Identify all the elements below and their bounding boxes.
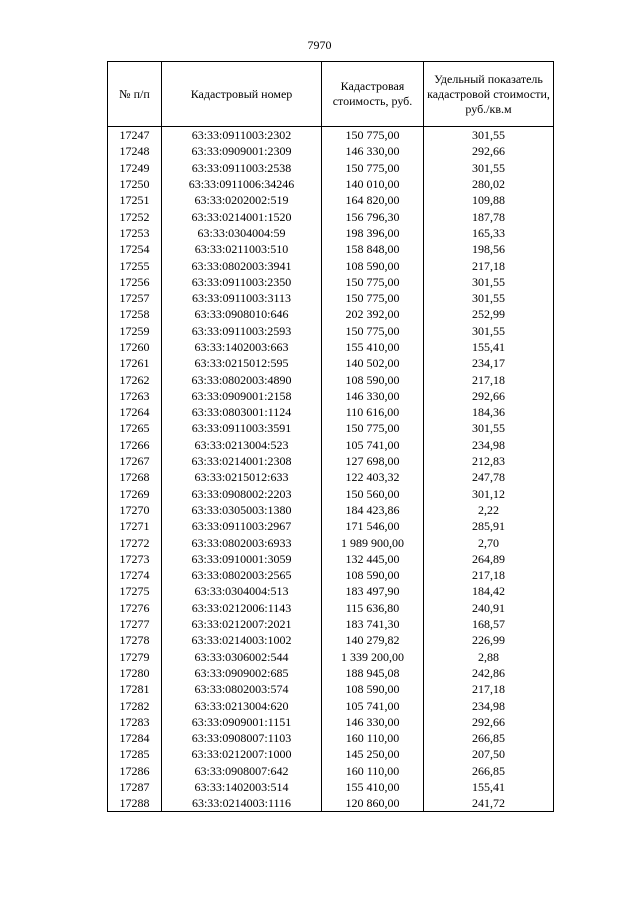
cell-specific-indicator: 241,72 — [424, 795, 554, 812]
cell-cadastral-value: 155 410,00 — [322, 339, 424, 355]
table-row — [108, 518, 554, 534]
table-row — [108, 290, 554, 306]
cell-cadastral-number: 63:33:0215012:595 — [162, 355, 322, 371]
cell-row-number: 17250 — [108, 176, 162, 192]
table-row — [108, 714, 554, 730]
header-cadastral-value-label: Кадастровая стоимость, руб. — [332, 79, 413, 108]
cell-row-number: 17273 — [108, 551, 162, 567]
cadastral-value-table — [107, 61, 554, 812]
cell-row-number: 17267 — [108, 453, 162, 469]
cell-specific-indicator: 280,02 — [424, 176, 554, 192]
header-cadastral-number — [162, 62, 322, 127]
cell-cadastral-value: 145 250,00 — [322, 746, 424, 762]
cell-cadastral-number: 63:33:0909002:685 — [162, 665, 322, 681]
cell-cadastral-value: 150 775,00 — [322, 274, 424, 290]
cell-cadastral-value: 158 848,00 — [322, 241, 424, 257]
cell-row-number: 17251 — [108, 192, 162, 208]
cell-cadastral-value: 184 423,86 — [322, 502, 424, 518]
cell-row-number: 17274 — [108, 567, 162, 583]
cell-specific-indicator: 301,55 — [424, 160, 554, 176]
cell-row-number: 17284 — [108, 730, 162, 746]
cell-specific-indicator: 242,86 — [424, 665, 554, 681]
cell-cadastral-value: 120 860,00 — [322, 795, 424, 812]
cell-row-number: 17249 — [108, 160, 162, 176]
cell-cadastral-value: 1 339 200,00 — [322, 649, 424, 665]
cell-row-number: 17269 — [108, 486, 162, 502]
table-body — [108, 127, 554, 812]
table-row — [108, 551, 554, 567]
cell-cadastral-value: 155 410,00 — [322, 779, 424, 795]
cell-cadastral-number: 63:33:0214001:2308 — [162, 453, 322, 469]
cell-cadastral-value: 198 396,00 — [322, 225, 424, 241]
cell-cadastral-number: 63:33:0802003:574 — [162, 681, 322, 697]
cell-cadastral-value: 108 590,00 — [322, 257, 424, 273]
table-row — [108, 763, 554, 779]
cell-row-number: 17262 — [108, 371, 162, 387]
table-row — [108, 616, 554, 632]
cell-cadastral-value: 108 590,00 — [322, 567, 424, 583]
table-row — [108, 323, 554, 339]
table-row — [108, 795, 554, 812]
cell-cadastral-value: 202 392,00 — [322, 306, 424, 322]
cell-specific-indicator: 266,85 — [424, 763, 554, 779]
cell-cadastral-number: 63:33:0911003:2967 — [162, 518, 322, 534]
table-row — [108, 225, 554, 241]
cell-cadastral-value: 110 616,00 — [322, 404, 424, 420]
header-cadastral-value — [322, 62, 424, 127]
cell-row-number: 17287 — [108, 779, 162, 795]
table-header-row — [108, 62, 554, 127]
cell-specific-indicator: 285,91 — [424, 518, 554, 534]
table-row — [108, 681, 554, 697]
cell-row-number: 17264 — [108, 404, 162, 420]
cell-specific-indicator: 240,91 — [424, 600, 554, 616]
cell-cadastral-number: 63:33:0215012:633 — [162, 469, 322, 485]
cell-row-number: 17261 — [108, 355, 162, 371]
cell-row-number: 17248 — [108, 143, 162, 159]
cell-specific-indicator: 247,78 — [424, 469, 554, 485]
cell-cadastral-number: 63:33:0213004:620 — [162, 697, 322, 713]
cell-cadastral-number: 63:33:0911006:34246 — [162, 176, 322, 192]
cell-specific-indicator: 2,22 — [424, 502, 554, 518]
header-row-number — [108, 62, 162, 127]
table-row — [108, 339, 554, 355]
cell-cadastral-number: 63:33:0202002:519 — [162, 192, 322, 208]
cell-cadastral-value: 171 546,00 — [322, 518, 424, 534]
cell-specific-indicator: 292,66 — [424, 388, 554, 404]
table-row — [108, 208, 554, 224]
cell-row-number: 17252 — [108, 208, 162, 224]
cell-cadastral-number: 63:33:0306002:544 — [162, 649, 322, 665]
table-row — [108, 649, 554, 665]
cell-cadastral-value: 150 775,00 — [322, 323, 424, 339]
cell-specific-indicator: 155,41 — [424, 779, 554, 795]
cell-row-number: 17247 — [108, 127, 162, 144]
cell-cadastral-value: 1 989 900,00 — [322, 534, 424, 550]
table-row — [108, 355, 554, 371]
header-specific-indicator — [424, 62, 554, 127]
cell-cadastral-number: 63:33:0908007:642 — [162, 763, 322, 779]
cell-cadastral-number: 63:33:0304004:513 — [162, 583, 322, 599]
cell-cadastral-value: 105 741,00 — [322, 697, 424, 713]
cell-row-number: 17278 — [108, 632, 162, 648]
cell-specific-indicator: 301,55 — [424, 420, 554, 436]
cell-cadastral-number: 63:33:0909001:1151 — [162, 714, 322, 730]
cell-cadastral-number: 63:33:0803001:1124 — [162, 404, 322, 420]
cell-specific-indicator: 2,70 — [424, 534, 554, 550]
cell-specific-indicator: 264,89 — [424, 551, 554, 567]
cell-specific-indicator: 165,33 — [424, 225, 554, 241]
cell-specific-indicator: 184,36 — [424, 404, 554, 420]
cell-cadastral-value: 156 796,30 — [322, 208, 424, 224]
table-row — [108, 143, 554, 159]
cell-cadastral-value: 140 279,82 — [322, 632, 424, 648]
cell-specific-indicator: 217,18 — [424, 257, 554, 273]
cell-cadastral-value: 140 010,00 — [322, 176, 424, 192]
cell-cadastral-number: 63:33:0214003:1116 — [162, 795, 322, 812]
cell-row-number: 17268 — [108, 469, 162, 485]
cell-row-number: 17277 — [108, 616, 162, 632]
cell-specific-indicator: 292,66 — [424, 714, 554, 730]
cell-specific-indicator: 292,66 — [424, 143, 554, 159]
page-number: 7970 — [307, 38, 332, 52]
header-specific-indicator-label: Удельный показатель кадастровой стоимости, руб./кв.м — [427, 71, 550, 116]
cell-cadastral-value: 150 775,00 — [322, 420, 424, 436]
cell-cadastral-value: 122 403,32 — [322, 469, 424, 485]
cell-cadastral-number: 63:33:0213004:523 — [162, 437, 322, 453]
table-row — [108, 274, 554, 290]
cell-cadastral-number: 63:33:0911003:2302 — [162, 127, 322, 144]
table-row — [108, 567, 554, 583]
table-row — [108, 600, 554, 616]
cell-row-number: 17276 — [108, 600, 162, 616]
cell-specific-indicator: 301,55 — [424, 323, 554, 339]
table-row — [108, 420, 554, 436]
cell-row-number: 17265 — [108, 420, 162, 436]
cell-cadastral-value: 108 590,00 — [322, 681, 424, 697]
cell-cadastral-value: 183 741,30 — [322, 616, 424, 632]
cell-specific-indicator: 234,98 — [424, 697, 554, 713]
cell-row-number: 17271 — [108, 518, 162, 534]
cell-row-number: 17256 — [108, 274, 162, 290]
table-row — [108, 730, 554, 746]
cell-specific-indicator: 301,55 — [424, 127, 554, 144]
table-row — [108, 453, 554, 469]
cell-specific-indicator: 198,56 — [424, 241, 554, 257]
table-row — [108, 746, 554, 762]
cell-cadastral-number: 63:33:0908002:2203 — [162, 486, 322, 502]
cell-cadastral-number: 63:33:0911003:3591 — [162, 420, 322, 436]
cell-specific-indicator: 226,99 — [424, 632, 554, 648]
cell-cadastral-number: 63:33:0911003:2538 — [162, 160, 322, 176]
cell-cadastral-value: 150 775,00 — [322, 290, 424, 306]
cell-specific-indicator: 155,41 — [424, 339, 554, 355]
cell-specific-indicator: 184,42 — [424, 583, 554, 599]
cell-specific-indicator: 301,12 — [424, 486, 554, 502]
header-row-number-label: № п/п — [119, 86, 150, 101]
table-row — [108, 160, 554, 176]
cell-cadastral-value: 105 741,00 — [322, 437, 424, 453]
cell-cadastral-value: 146 330,00 — [322, 388, 424, 404]
table-row — [108, 257, 554, 273]
cell-row-number: 17279 — [108, 649, 162, 665]
cell-specific-indicator: 217,18 — [424, 567, 554, 583]
cell-cadastral-value: 150 775,00 — [322, 127, 424, 144]
cell-cadastral-number: 63:33:0214003:1002 — [162, 632, 322, 648]
cell-cadastral-number: 63:33:0908010:646 — [162, 306, 322, 322]
cell-specific-indicator: 2,88 — [424, 649, 554, 665]
cell-specific-indicator: 207,50 — [424, 746, 554, 762]
cell-row-number: 17255 — [108, 257, 162, 273]
cell-cadastral-value: 146 330,00 — [322, 714, 424, 730]
cell-cadastral-value: 140 502,00 — [322, 355, 424, 371]
cell-specific-indicator: 168,57 — [424, 616, 554, 632]
cell-cadastral-value: 132 445,00 — [322, 551, 424, 567]
cell-cadastral-value: 146 330,00 — [322, 143, 424, 159]
cell-cadastral-number: 63:33:0910001:3059 — [162, 551, 322, 567]
cell-row-number: 17275 — [108, 583, 162, 599]
cell-cadastral-number: 63:33:1402003:514 — [162, 779, 322, 795]
table-row — [108, 665, 554, 681]
cell-cadastral-number: 63:33:0212007:2021 — [162, 616, 322, 632]
table-row — [108, 779, 554, 795]
cell-cadastral-value: 127 698,00 — [322, 453, 424, 469]
cell-specific-indicator: 266,85 — [424, 730, 554, 746]
table-row — [108, 192, 554, 208]
cell-cadastral-number: 63:33:1402003:663 — [162, 339, 322, 355]
cell-specific-indicator: 301,55 — [424, 274, 554, 290]
table-row — [108, 502, 554, 518]
cell-cadastral-number: 63:33:0909001:2309 — [162, 143, 322, 159]
cell-row-number: 17270 — [108, 502, 162, 518]
cell-row-number: 17282 — [108, 697, 162, 713]
cell-row-number: 17253 — [108, 225, 162, 241]
cell-cadastral-number: 63:33:0304004:59 — [162, 225, 322, 241]
cell-cadastral-value: 164 820,00 — [322, 192, 424, 208]
cell-cadastral-value: 160 110,00 — [322, 763, 424, 779]
table-row — [108, 697, 554, 713]
cell-cadastral-number: 63:33:0211003:510 — [162, 241, 322, 257]
cell-cadastral-value: 183 497,90 — [322, 583, 424, 599]
cell-cadastral-number: 63:33:0212006:1143 — [162, 600, 322, 616]
cell-cadastral-value: 150 775,00 — [322, 160, 424, 176]
cell-specific-indicator: 252,99 — [424, 306, 554, 322]
cell-specific-indicator: 217,18 — [424, 681, 554, 697]
cell-cadastral-value: 150 560,00 — [322, 486, 424, 502]
table-row — [108, 127, 554, 144]
cell-cadastral-number: 63:33:0911003:2593 — [162, 323, 322, 339]
cell-cadastral-number: 63:33:0802003:3941 — [162, 257, 322, 273]
cell-row-number: 17266 — [108, 437, 162, 453]
cell-cadastral-number: 63:33:0802003:4890 — [162, 371, 322, 387]
cell-row-number: 17263 — [108, 388, 162, 404]
cell-row-number: 17288 — [108, 795, 162, 812]
table-row — [108, 388, 554, 404]
cell-row-number: 17286 — [108, 763, 162, 779]
table-row — [108, 241, 554, 257]
cell-row-number: 17257 — [108, 290, 162, 306]
table-row — [108, 176, 554, 192]
cell-row-number: 17272 — [108, 534, 162, 550]
cell-cadastral-number: 63:33:0909001:2158 — [162, 388, 322, 404]
cell-row-number: 17254 — [108, 241, 162, 257]
cell-cadastral-number: 63:33:0908007:1103 — [162, 730, 322, 746]
cell-row-number: 17259 — [108, 323, 162, 339]
cell-row-number: 17258 — [108, 306, 162, 322]
cell-specific-indicator: 187,78 — [424, 208, 554, 224]
cell-row-number: 17281 — [108, 681, 162, 697]
cell-row-number: 17283 — [108, 714, 162, 730]
cell-cadastral-number: 63:33:0214001:1520 — [162, 208, 322, 224]
cell-row-number: 17280 — [108, 665, 162, 681]
cell-row-number: 17285 — [108, 746, 162, 762]
table-row — [108, 486, 554, 502]
cell-cadastral-number: 63:33:0802003:2565 — [162, 567, 322, 583]
cell-specific-indicator: 217,18 — [424, 371, 554, 387]
cell-specific-indicator: 212,83 — [424, 453, 554, 469]
table-row — [108, 534, 554, 550]
cell-specific-indicator: 234,98 — [424, 437, 554, 453]
cell-specific-indicator: 234,17 — [424, 355, 554, 371]
table-row — [108, 437, 554, 453]
cell-cadastral-value: 108 590,00 — [322, 371, 424, 387]
cell-specific-indicator: 109,88 — [424, 192, 554, 208]
table-row — [108, 469, 554, 485]
cell-cadastral-number: 63:33:0305003:1380 — [162, 502, 322, 518]
header-cadastral-number-label: Кадастровый номер — [190, 86, 293, 101]
cell-row-number: 17260 — [108, 339, 162, 355]
cell-cadastral-value: 115 636,80 — [322, 600, 424, 616]
cell-cadastral-number: 63:33:0911003:3113 — [162, 290, 322, 306]
cell-specific-indicator: 301,55 — [424, 290, 554, 306]
table-row — [108, 306, 554, 322]
cell-cadastral-number: 63:33:0911003:2350 — [162, 274, 322, 290]
table-row — [108, 371, 554, 387]
cell-cadastral-value: 188 945,08 — [322, 665, 424, 681]
table-row — [108, 404, 554, 420]
table-row — [108, 583, 554, 599]
table-row — [108, 632, 554, 648]
cell-cadastral-value: 160 110,00 — [322, 730, 424, 746]
cell-cadastral-number: 63:33:0802003:6933 — [162, 534, 322, 550]
cell-cadastral-number: 63:33:0212007:1000 — [162, 746, 322, 762]
